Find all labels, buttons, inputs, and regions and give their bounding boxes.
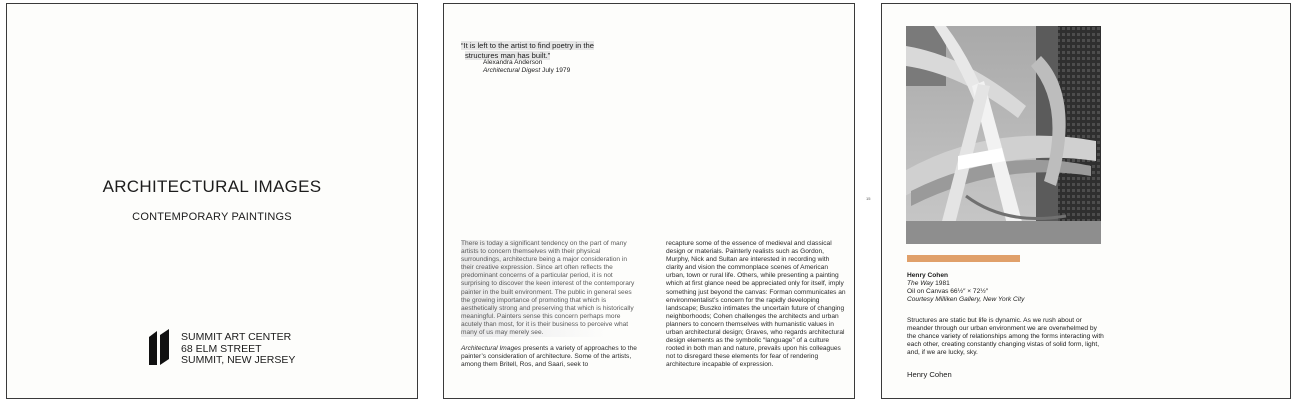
quote-attribution xyxy=(483,59,570,75)
artwork-courtesy: Courtesy Milliken Gallery, New York City xyxy=(907,296,1025,303)
exhibition-title: Architectural Images xyxy=(461,345,522,353)
artist-signature: Henry Cohen xyxy=(907,370,952,379)
intro-paragraph: recapture some of the essence of medieval and classical design or materials. Painterly realists such as Gordon, Murphy, Nick and Sultan are interested in recording with clarity and vision the commonplace scenes of American urban, town or rural life. Others, while presenting a painting which at first glance need be appreciated only for itself, imply something just beyond the canvas: Forman communicates an environmentalist’s concern for the rapidly developing landscape; Buszko intimates the uncertain future of changing neighborhoods; Cohen challenges the architects and urban planners to concern themselves with humanistic values in urban architectural design; Graves, who regards architectural design elements as the symbolic “language” of a culture rooted in both man and nature, prevails upon his colleagues not to disregard these elements for fear of rendering architecture incapable of expression. xyxy=(666,240,846,369)
text-column-left xyxy=(461,240,641,377)
address-line: SUMMIT, NEW JERSEY xyxy=(181,354,296,366)
painting-image xyxy=(906,26,1101,244)
attribution-name: Alexandra Anderson xyxy=(483,59,543,66)
artwork-credit xyxy=(907,272,1024,304)
quote-line: structures man has built.” xyxy=(465,50,551,60)
page-number: 15 xyxy=(866,196,871,201)
attribution-date: July 1979 xyxy=(542,67,571,74)
artwork-year: 1981 xyxy=(935,280,950,287)
artwork-medium: Oil on Canvas 66½″ × 72½″ xyxy=(907,288,989,295)
artwork-title: The Way xyxy=(907,280,934,287)
accent-bar xyxy=(907,255,1020,262)
intro-paragraph: There is today a significant tendency on the part of many artists to concern themselves with their physical surroundings, architecture being a major consideration in their creative expression. Since art often reflects the predominant concerns of a particular period, it is not surprising to discover the keen interest of the contemporary painter in the built environment. The public in general sees the growing importance of promoting that which is aesthetically strong and preserving that which is historically meaningful. Painters sense this concern perhaps more acutely than most, for it is their business to perceive what many of us may merely see. xyxy=(461,240,641,337)
intro-paragraph xyxy=(461,345,641,369)
address-line: 68 ELM STREET xyxy=(181,342,262,355)
cover-page xyxy=(6,3,418,399)
artist-statement: Structures are static but life is dynamic. As we rush about or meander through our urban environment we are overwhelmed by the chance variety of relationships among the forms interacting with each other, creating constantly changing vistas of solid form, light, and, if we are lucky, sky. xyxy=(907,317,1104,357)
attribution-publication: Architectural Digest xyxy=(483,67,541,74)
quote-line: “It is left to the artist to find poetry in the xyxy=(461,41,594,50)
address-block xyxy=(181,332,295,367)
plate-page xyxy=(881,3,1291,399)
address-line: SUMMIT ART CENTER xyxy=(181,331,292,343)
epigraph-quote xyxy=(461,41,661,60)
text-column-right xyxy=(666,240,846,378)
paragraph-text: presents a variety of approaches to the painter’s consideration of architecture. Some of the artists, among them Britell, Ros, and Saari, seek to xyxy=(461,345,637,369)
cover-title: ARCHITECTURAL IMAGES xyxy=(102,177,322,196)
intro-page xyxy=(443,3,855,399)
cover-subtitle: CONTEMPORARY PAINTINGS xyxy=(132,211,292,223)
summit-logo-icon xyxy=(147,329,171,367)
artist-name: Henry Cohen xyxy=(907,272,949,279)
